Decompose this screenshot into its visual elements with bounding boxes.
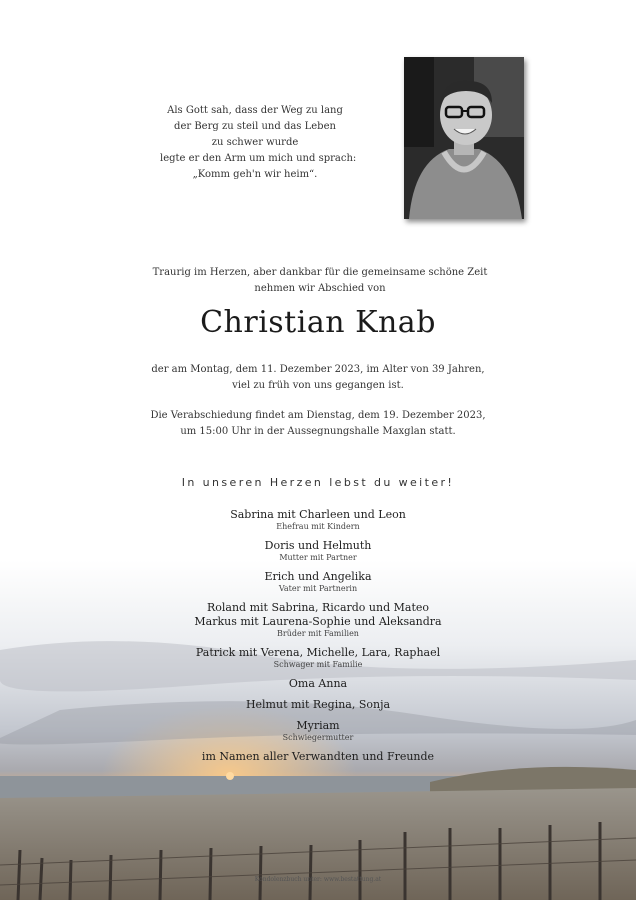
mourner-relation: Ehefrau mit Kindern	[276, 522, 360, 531]
intro-line: nehmen wir Abschied von	[254, 283, 386, 294]
death-info-line: der am Montag, dem 11. Dezember 2023, im Alter von 39 Jahren,	[151, 364, 485, 375]
mourners-list	[118, 508, 518, 764]
mourner-name: Patrick mit Verena, Michelle, Lara, Raphael	[195, 646, 441, 659]
poem	[160, 103, 357, 183]
funeral-info-line: Die Verabschiedung findet am Dienstag, dem 19. Dezember 2023,	[150, 410, 486, 421]
list-item	[118, 615, 518, 639]
list-item	[118, 646, 518, 670]
poem-line: Als Gott sah, dass der Weg zu lang	[167, 105, 343, 116]
mourner-relation: Schwiegermutter	[282, 733, 354, 742]
motto: In unseren Herzen lebst du weiter!	[181, 476, 455, 489]
poem-line: der Berg zu steil und das Leben	[174, 121, 336, 132]
deceased-name: Christian Knab	[200, 305, 436, 340]
mourner-relation: Mutter mit Partner	[279, 553, 357, 562]
footer-note: Kondolenzbuch unter: www.bestattung.at	[254, 876, 382, 883]
portrait-icon	[404, 57, 524, 219]
poem-line: legte er den Arm um mich und sprach:	[160, 153, 357, 164]
mourner-name: im Namen aller Verwandten und Freunde	[201, 750, 435, 763]
mourner-relation: Vater mit Partnerin	[278, 584, 358, 593]
mourner-name: Roland mit Sabrina, Ricardo und Mateo	[206, 601, 430, 614]
poem-line: „Komm geh'n wir heim“.	[192, 169, 318, 180]
list-item	[118, 719, 518, 743]
mourner-name: Erich und Angelika	[264, 570, 372, 583]
list-item	[118, 698, 518, 712]
list-item	[118, 508, 518, 532]
poem-line: zu schwer wurde	[211, 137, 299, 148]
mourner-name: Sabrina mit Charleen und Leon	[230, 508, 406, 521]
mourner-name: Markus mit Laurena-Sophie und Aleksandra	[194, 615, 442, 628]
intro-text	[120, 265, 520, 297]
mourner-name: Myriam	[296, 719, 340, 732]
mourner-name: Helmut mit Regina, Sonja	[245, 698, 391, 711]
list-item	[118, 677, 518, 691]
funeral-info	[118, 408, 518, 440]
mourner-relation: Schwager mit Familie	[273, 660, 363, 669]
portrait-photo	[404, 57, 524, 219]
list-item	[118, 601, 518, 615]
list-item	[118, 570, 518, 594]
funeral-info-line: um 15:00 Uhr in der Aussegnungshalle Maxglan statt.	[180, 426, 456, 437]
intro-line: Traurig im Herzen, aber dankbar für die gemeinsame schöne Zeit	[152, 267, 488, 278]
list-item	[118, 750, 518, 764]
list-item	[118, 539, 518, 563]
death-info	[118, 362, 518, 394]
mourner-relation: Brüder mit Familien	[277, 629, 359, 638]
death-info-line: viel zu früh von uns gegangen ist.	[232, 380, 404, 391]
mourner-name: Oma Anna	[288, 677, 348, 690]
mourner-name: Doris und Helmuth	[264, 539, 372, 552]
